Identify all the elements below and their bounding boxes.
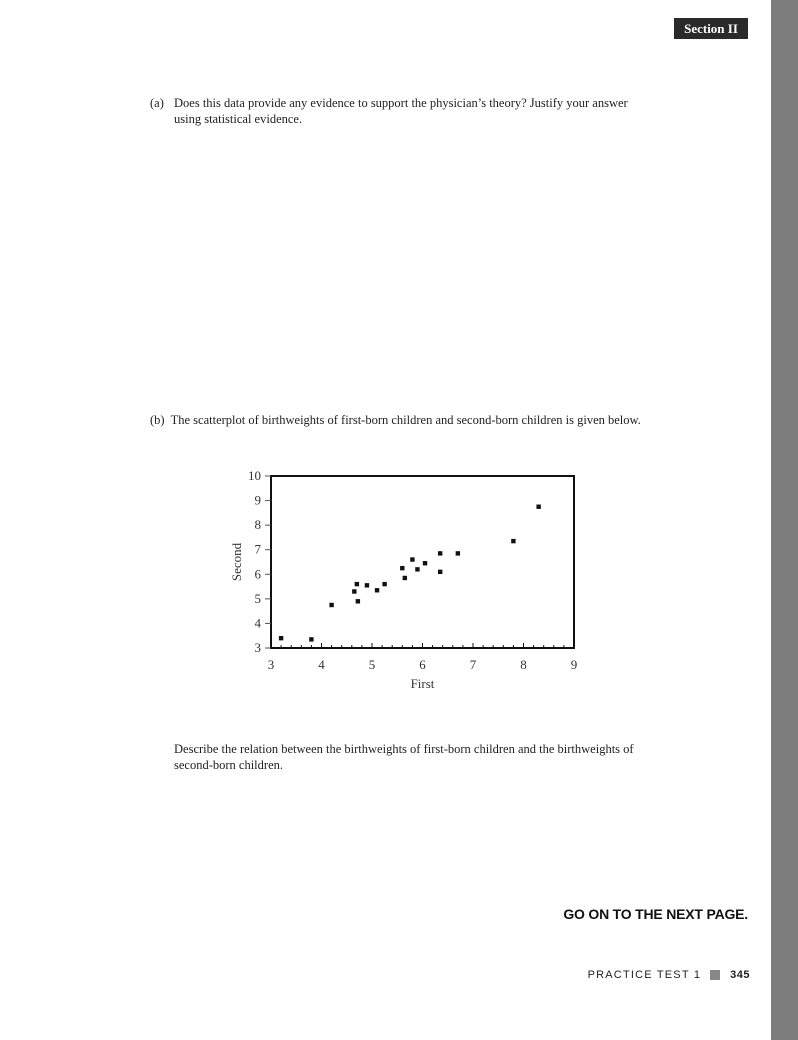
x-tick-label: 7: [469, 657, 477, 672]
scatter-point: [356, 599, 360, 603]
x-tick-label: 9: [570, 657, 578, 672]
plot-frame: [271, 476, 574, 648]
scatter-point: [279, 636, 283, 640]
test-label: PRACTICE TEST 1: [587, 969, 702, 981]
scatter-point: [536, 505, 540, 509]
scatter-point: [355, 582, 359, 586]
y-tick-label: 10: [248, 468, 261, 483]
scatter-point: [400, 566, 404, 570]
scatter-point: [415, 567, 419, 571]
scatter-point: [438, 551, 442, 555]
describe-line2: second-born children.: [174, 758, 283, 772]
x-tick-label: 8: [520, 657, 527, 672]
x-tick-label: 4: [318, 657, 325, 672]
page-number: 345: [730, 969, 750, 981]
y-tick-label: 6: [254, 566, 261, 582]
scatter-point: [456, 551, 460, 555]
y-tick-label: 4: [254, 615, 261, 631]
question-b-label: (b): [150, 413, 165, 427]
scatter-point: [403, 576, 407, 580]
x-tick-label: 6: [419, 657, 426, 672]
scatter-point: [511, 539, 515, 543]
describe-line1: Describe the relation between the birthweights of first-born children and the birthweights of: [174, 742, 634, 756]
y-axis-label: Second: [229, 542, 244, 582]
y-tick-label: 9: [254, 492, 261, 508]
scatter-point: [410, 557, 414, 561]
y-tick-label: 8: [254, 517, 261, 533]
x-tick-label: 3: [267, 657, 275, 672]
x-tick-label: 5: [368, 657, 376, 672]
footer-square-icon: [710, 970, 720, 980]
describe-prompt: [174, 741, 714, 773]
scatter-point: [375, 588, 379, 592]
page-footer: [588, 969, 750, 981]
scatter-point: [352, 589, 356, 593]
next-page-notice: GO ON TO THE NEXT PAGE.: [563, 906, 748, 922]
question-a-label: (a): [150, 96, 164, 110]
scatter-point: [423, 561, 427, 565]
question-a-line2: using statistical evidence.: [174, 112, 303, 126]
question-a-line1: Does this data provide any evidence to support the physician’s theory? Justify your answer: [174, 96, 628, 110]
scatter-point: [365, 583, 369, 587]
scatter-point: [309, 637, 313, 641]
y-tick-label: 3: [254, 640, 261, 655]
scatter-point: [382, 582, 386, 586]
section-label: Section II: [684, 20, 738, 36]
scatter-point: [329, 603, 333, 607]
scatter-point: [438, 570, 442, 574]
y-tick-label: 5: [254, 590, 261, 606]
x-axis-label: First: [410, 676, 435, 691]
question-b-text: The scatterplot of birthweights of first-born children and second-born children is given below.: [170, 413, 641, 427]
y-tick-label: 7: [254, 541, 261, 557]
